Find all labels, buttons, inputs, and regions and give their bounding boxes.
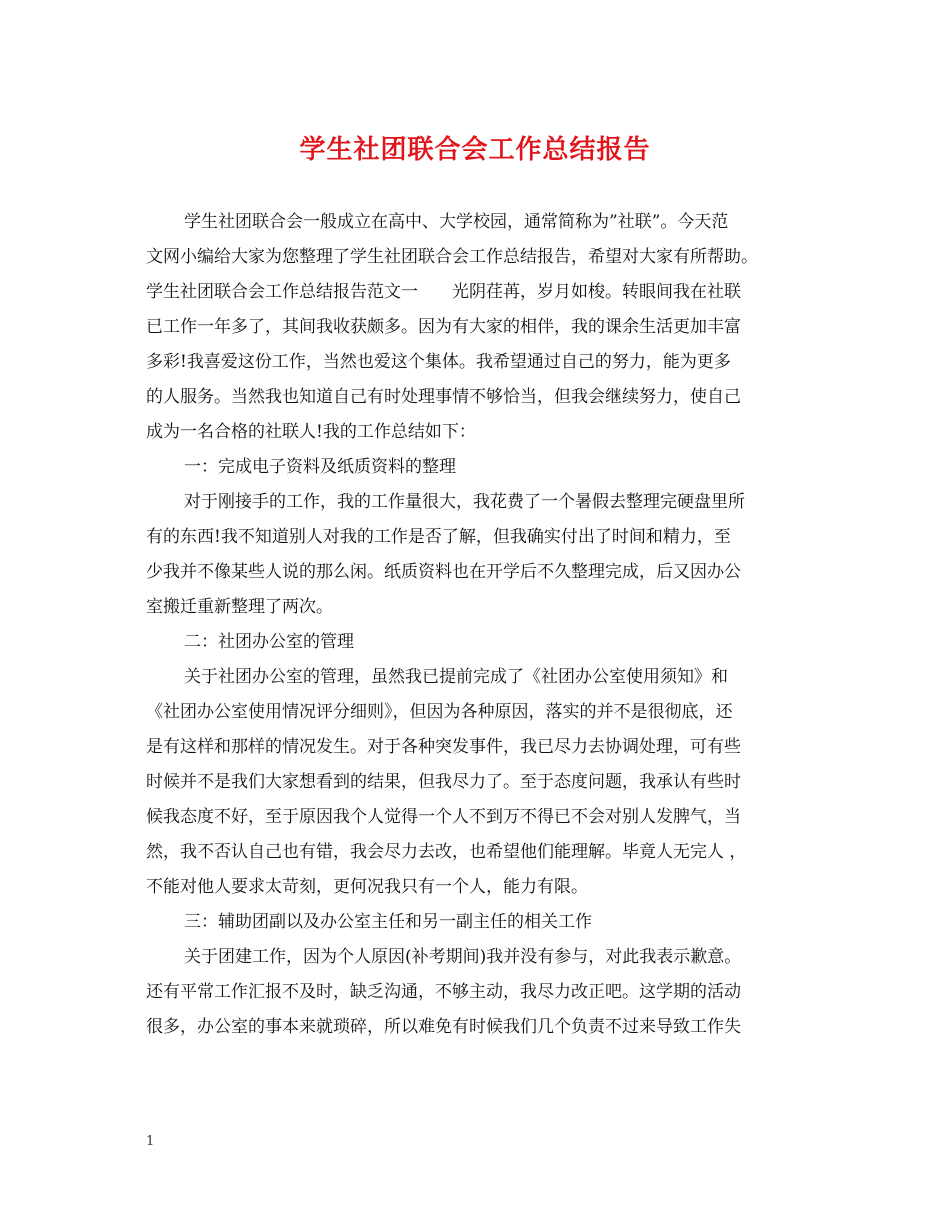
body-line: 是有这样和那样的情况发生。对于各种突发事件，我已尽力去协调处理，可有些 [146, 737, 741, 757]
body-line: 关于团建工作，因为个人原因(补考期间)我并没有参与，对此我表示歉意。 [184, 947, 742, 967]
body-line: 学生社团联合会工作总结报告范文一 光阴荏苒，岁月如梭。转眼间我在社联 [146, 282, 741, 302]
body-line: 对于刚接手的工作，我的工作量很大，我花费了一个暑假去整理完硬盘里所 [184, 492, 745, 512]
body-line: 有的东西!我不知道别人对我的工作是否了解，但我确实付出了时间和精力，至 [146, 527, 731, 547]
body-line: 成为一名合格的社联人!我的工作总结如下： [146, 422, 476, 442]
body-line: 关于社团办公室的管理，虽然我已提前完成了《社团办公室使用须知》和 [184, 667, 728, 687]
document-title: 学生社团联合会工作总结报告 [299, 135, 651, 165]
body-line: 然，我不否认自己也有错，我会尽力去改，也希望他们能理解。毕竟人无完人 ， [146, 842, 747, 862]
body-line: 学生社团联合会一般成立在高中、大学校园，通常简称为”社联”。今天范 [184, 212, 729, 232]
body-line: 不能对他人要求太苛刻，更何况我只有一个人，能力有限。 [146, 877, 588, 897]
section-heading: 三：辅助团副以及办公室主任和另一副主任的相关工作 [184, 912, 592, 932]
body-line: 文网小编给大家为您整理了学生社团联合会工作总结报告，希望对大家有所帮助。 [146, 247, 758, 267]
body-line: 还有平常工作汇报不及时，缺乏沟通，不够主动，我尽力改正吧。这学期的活动 [146, 982, 741, 1002]
document-body [146, 205, 826, 1045]
page-number: 1 [146, 1134, 155, 1149]
body-line: 多彩!我喜爱这份工作，当然也爱这个集体。我希望通过自己的努力，能为更多 [146, 352, 731, 372]
body-line: 已工作一年多了，其间我收获颇多。因为有大家的相伴，我的课余生活更加丰富 [146, 317, 741, 337]
body-line: 时候并不是我们大家想看到的结果，但我尽力了。至于态度问题，我承认有些时 [146, 772, 741, 792]
body-line: 《社团办公室使用情况评分细则》，但因为各种原因，落实的并不是很彻底，还 [146, 702, 733, 722]
section-heading: 二：社团办公室的管理 [184, 632, 354, 652]
body-line: 候我态度不好，至于原因我个人觉得一个人不到万不得已不会对别人发脾气，当 [146, 807, 741, 827]
section-heading: 一：完成电子资料及纸质资料的整理 [184, 457, 456, 477]
body-line: 少我并不像某些人说的那么闲。纸质资料也在开学后不久整理完成，后又因办公 [146, 562, 741, 582]
body-line: 很多，办公室的事本来就琐碎，所以难免有时候我们几个负责不过来导致工作失 [146, 1017, 741, 1037]
body-line: 的人服务。当然我也知道自己有时处理事情不够恰当，但我会继续努力，使自己 [146, 387, 741, 407]
body-line: 室搬迁重新整理了两次。 [146, 597, 333, 617]
